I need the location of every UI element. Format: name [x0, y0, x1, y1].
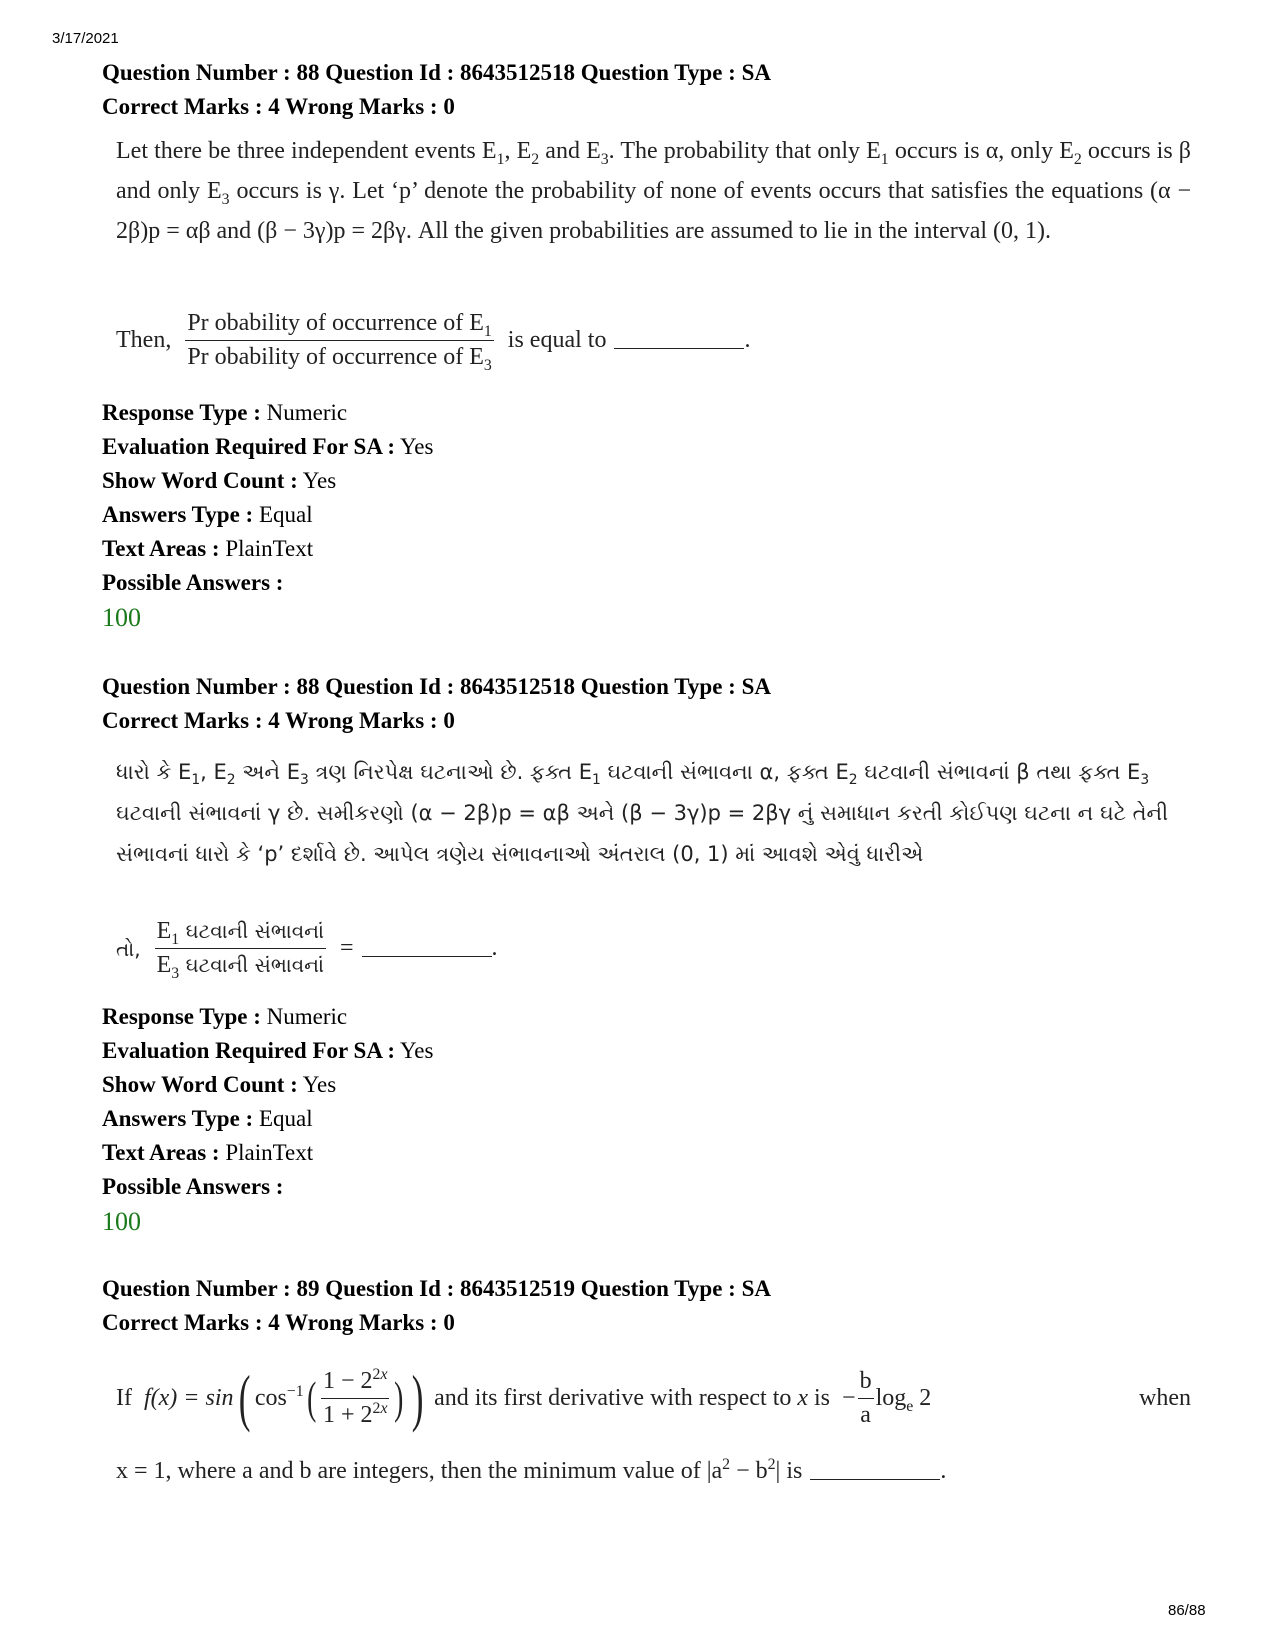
- answer-blank: [810, 1463, 940, 1480]
- question-header: [102, 670, 1202, 738]
- fraction: $\frac{b}{a}$: [859, 1367, 872, 1428]
- right-paren: ): [394, 1372, 404, 1423]
- question-header-line: Question Number : 88 Question Id : 8643512518 Question Type : SA: [102, 60, 771, 85]
- marks-line: Correct Marks : 4 Wrong Marks : 0: [102, 1310, 455, 1335]
- fraction: $\frac{E_1 ઘટવાની સંભાવનાં}{E_3 ઘટવાની સંભાવનાં}$: [156, 918, 324, 982]
- question-header-line: Question Number : 88 Question Id : 8643512518 Question Type : SA: [102, 674, 771, 699]
- question-meta: Response Type : Numeric Evaluation Required For SA : Yes Show Word Count : Yes Answers Type : Equal Text Areas : PlainText Possible Answers : 100: [102, 396, 1202, 636]
- question-math-line: If f(x) = sin ( $\cos^{-1}$ ( $\frac{1 - 2^{2x}}{1 + 2^{2x}}$ ) ) and its first derivative with respect to x is − $\frac{b}{a}$ $\log_e$ 2 when: [116, 1362, 1191, 1433]
- question-text: Let there be three independent events $E_1$, $E_2$ and $E_3$. The probability that only $E_1$ occurs is α, only $E_2$ occurs is β and only $E_3$ occurs is γ. Let ‘p’ denote the probability of none of events occurs that satisfies the equations (α − 2β)p = αβ and (β − 3γ)p = 2βγ. All the given probabilities are assumed to lie in the interval (0, 1).: [116, 138, 1192, 244]
- right-paren: ): [411, 1362, 424, 1433]
- question-fraction: Then, $\frac{Pr obability of occurrence of E_1}{Pr obability of occurrence of E_3}$ is equal to .: [116, 310, 751, 374]
- question-meta: Response Type : Numeric Evaluation Required For SA : Yes Show Word Count : Yes Answers Type : Equal Text Areas : PlainText Possible Answers : 100: [102, 1000, 1202, 1240]
- question-fraction: તો, $\frac{E_1 ઘટવાની સંભાવનાં}{E_3 ઘટવાની સંભાવનાં}$ = .: [116, 918, 498, 982]
- question-math-line: x = 1, where a and b are integers, then the minimum value of $|a^2 - b^2|$ is .: [116, 1456, 947, 1484]
- marks-line: Correct Marks : 4 Wrong Marks : 0: [102, 708, 455, 733]
- fraction: $\frac{Pr obability of occurrence of E_1}{Pr obability of occurrence of E_3}$: [187, 310, 492, 374]
- page-number: 86/88: [1168, 1602, 1206, 1619]
- question-header-line: Question Number : 89 Question Id : 8643512519 Question Type : SA: [102, 1276, 771, 1301]
- answer-blank: [362, 940, 492, 957]
- question-header: [102, 1272, 1202, 1340]
- print-date: 3/17/2021: [52, 30, 119, 47]
- left-paren: (: [238, 1362, 251, 1433]
- answer-blank: [614, 332, 744, 349]
- question-header: [102, 56, 1202, 124]
- possible-answer: 100: [102, 603, 141, 632]
- left-paren: (: [306, 1372, 316, 1423]
- question-text: ધારો કે $E_1$, $E_2$ અને $E_3$ ત્રણ નિરપેક્ષ ઘટનાઓ છે. ફક્ત $E_1$ ઘટવાની સંભાવના α, ફક્ત $E_2$ ઘટવાની સંભાવનાં β તથા ફક્ત $E_3$ ઘટવાની સંભાવનાં γ છે. સમીકરણો (α − 2β)p = αβ અને (β − 3γ)p = 2βγ નું સમાધાન કરતી કોઈપણ ઘટના ન ઘટે તેની સંભાવનાં ધારો કે ‘p’ દર્શાવે છે. આપેલ ત્રણેય સંભાવનાઓ અંતરાલ (0, 1) માં આવશે એવું ધારીએ: [116, 760, 1169, 866]
- fraction: $\frac{1 - 2^{2x}}{1 + 2^{2x}}$: [322, 1365, 388, 1428]
- marks-line: Correct Marks : 4 Wrong Marks : 0: [102, 94, 455, 119]
- possible-answer: 100: [102, 1207, 141, 1236]
